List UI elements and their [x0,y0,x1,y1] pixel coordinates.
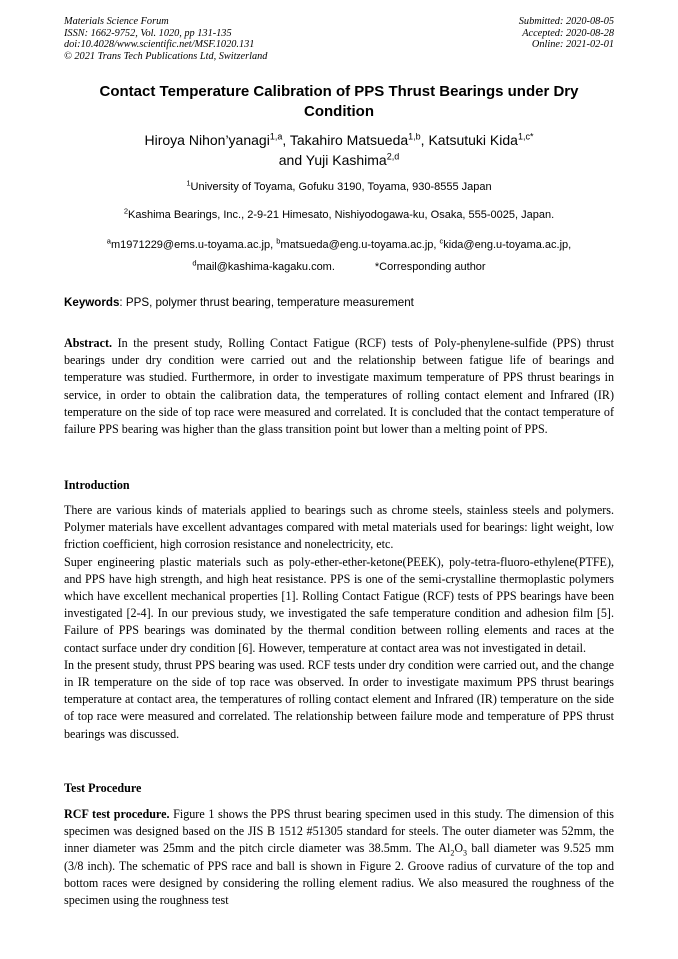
affiliation-2 [64,208,614,222]
author-affiliation-mark: 2,d [386,151,400,162]
test-procedure-text: Figure 1 shows the PPS thrust bearing specimen used in this study. The dimension of this specimen was designed based on the JIS B 1512 #51305 standard for steels. The outer diameter was 52mm, the inner diameter was 25mm and the pitch circle diameter was 38.5mm. The [64,807,614,856]
abstract-paragraph [64,335,614,438]
introduction-paragraph-2: Super engineering plastic materials such as poly-ether-ether-ketone(PEEK), poly-tetra-fluoro-ethylene(PTFE), and PPS have high strength, and high heat resistance. PPS is one of the semi-crystalline thermoplastic polymers which have excellent mechanical properties [1]. Rolling Contact Fatigue (RCF) tests of PPS bearings have been investigated [2-4]. In our previous study, we investigated the safe temperature condition and adhesion film [5]. Failure of PPS bearings was dominated by the thermal condition between rolling elements and races at the contact surface under dry condition [6]. However, temperature at contact area was not investigated in detail. [64,554,614,655]
keywords-label: Keywords [64,296,120,309]
email-address[interactable]: mail@kashima-kagaku.com. [196,261,335,273]
test-procedure-paragraph [64,806,614,909]
affiliation-1 [64,180,614,194]
journal-copyright: © 2021 Trans Tech Publications Ltd, Switzerland [64,50,268,62]
test-procedure-text: ball diameter was 9.525 mm (3/8 inch). The schematic of PPS race and ball is shown in Figure 2. Groove radius of curvature of the top and bottom races were designed by considering the rolling element radius. We also measured the roughness of the specimen using the roughness test [64,841,615,908]
author-line-1 [64,130,614,150]
online-date: Online: 2021-02-01 [531,39,614,51]
affiliation-text: Kashima Bearings, Inc., 2-9-21 Himesato, Nishiyodogawa-ku, Osaka, 555-0025, Japan. [128,209,555,221]
author-name: Takahiro Matsueda [289,132,409,148]
author-affiliation-mark: 1,c* [517,131,534,142]
affiliation-text: University of Toyama, Gofuku 3190, Toyama, 930-8555 Japan [190,181,492,193]
journal-name: Materials Science Forum [64,16,169,27]
test-procedure-section [64,806,614,909]
author-emails [64,234,614,278]
author-separator: , [282,132,290,148]
author-list [64,130,614,170]
corresponding-author-note: *Corresponding author [374,261,486,273]
author-affiliation-mark: 1,a [269,131,283,142]
email-line-1 [64,234,614,256]
accepted-date: Accepted: 2020-08-28 [522,27,614,39]
email-line-2 [64,256,614,278]
abstract [64,335,614,438]
abstract-text: In the present study, Rolling Contact Fatigue (RCF) tests of Poly-phenylene-sulfide (PPS) thrust bearings under dry condition were carried out and the relationship between fatigue life of bearings and temperature was studied. Furthermore, in order to investigate maximum temperature of PPS thrust bearings in service, in order to obtain the calibration data, the temperatures of rolling contact element and Infrared (IR) temperature on the side of top race were measured and correlated. It is concluded that the contact temperature of failure PPS bearing was higher than the glass transition point but lower than a melting point of PPS. [64,336,614,437]
introduction-heading: Introduction [64,478,130,492]
journal-header [64,16,267,62]
chemical-formula: $Al_2O_3$ [438,841,468,858]
email-mark: a [106,236,111,246]
author-name: Hiroya Nihon’yanagi [144,132,270,148]
journal-doi: doi:10.4028/www.scientific.net/MSF.1020.131 [64,39,255,51]
test-procedure-heading: Test Procedure [64,781,142,795]
email-mark: d [192,258,197,268]
title-line-1: Contact Temperature Calibration of PPS Thrust Bearings under Dry [99,83,579,100]
abstract-label: Abstract. [64,336,113,350]
keywords [64,296,614,310]
author-conjunction: and [278,152,306,168]
author-separator: , [420,132,429,148]
author-name: Katsutuki Kida [428,132,518,148]
rcf-subheading: RCF test procedure. [64,807,170,821]
submission-dates [519,16,614,51]
email-mark: c [439,236,444,246]
paper-title [64,82,614,122]
affiliation-mark: 2 [123,206,128,216]
email-mark: b [276,236,281,246]
email-address[interactable]: matsueda@eng.u-toyama.ac.jp, [280,239,440,251]
affiliation-mark: 1 [186,178,191,188]
author-line-2 [64,150,614,170]
submitted-date: Submitted: 2020-08-05 [518,16,614,27]
author-affiliation-mark: 1,b [408,131,421,142]
email-address[interactable]: m1971229@ems.u-toyama.ac.jp, [110,239,277,251]
introduction-paragraph-3: In the present study, thrust PPS bearing was used. RCF tests under dry condition were carried out, and the change in IR temperature on the side of top race was observed. In order to investigate maximum PPS thrust bearings temperature at contact area, the temperatures of rolling contact element and Infrared (IR) temperature on the side of top race were measured and correlated. The relationship between failure mode and temperature of PPS thrust bearings was discussed. [64,657,614,741]
title-line-2: Condition [304,103,374,120]
author-name: Yuji Kashima [305,152,387,168]
introduction-paragraph-1: There are various kinds of materials applied to bearings such as chrome steels, stainless steels and polymers. Polymer materials have excellent advantages compared with metal materials used for bearings: light weight, low friction coefficient, high corrosion resistance and nonelectricity, etc. [64,503,614,552]
introduction-section [64,502,614,743]
keywords-text: : PPS, polymer thrust bearing, temperature measurement [119,296,414,309]
journal-issn: ISSN: 1662-9752, Vol. 1020, pp 131-135 [64,27,232,39]
email-address[interactable]: kida@eng.u-toyama.ac.jp, [443,239,572,251]
